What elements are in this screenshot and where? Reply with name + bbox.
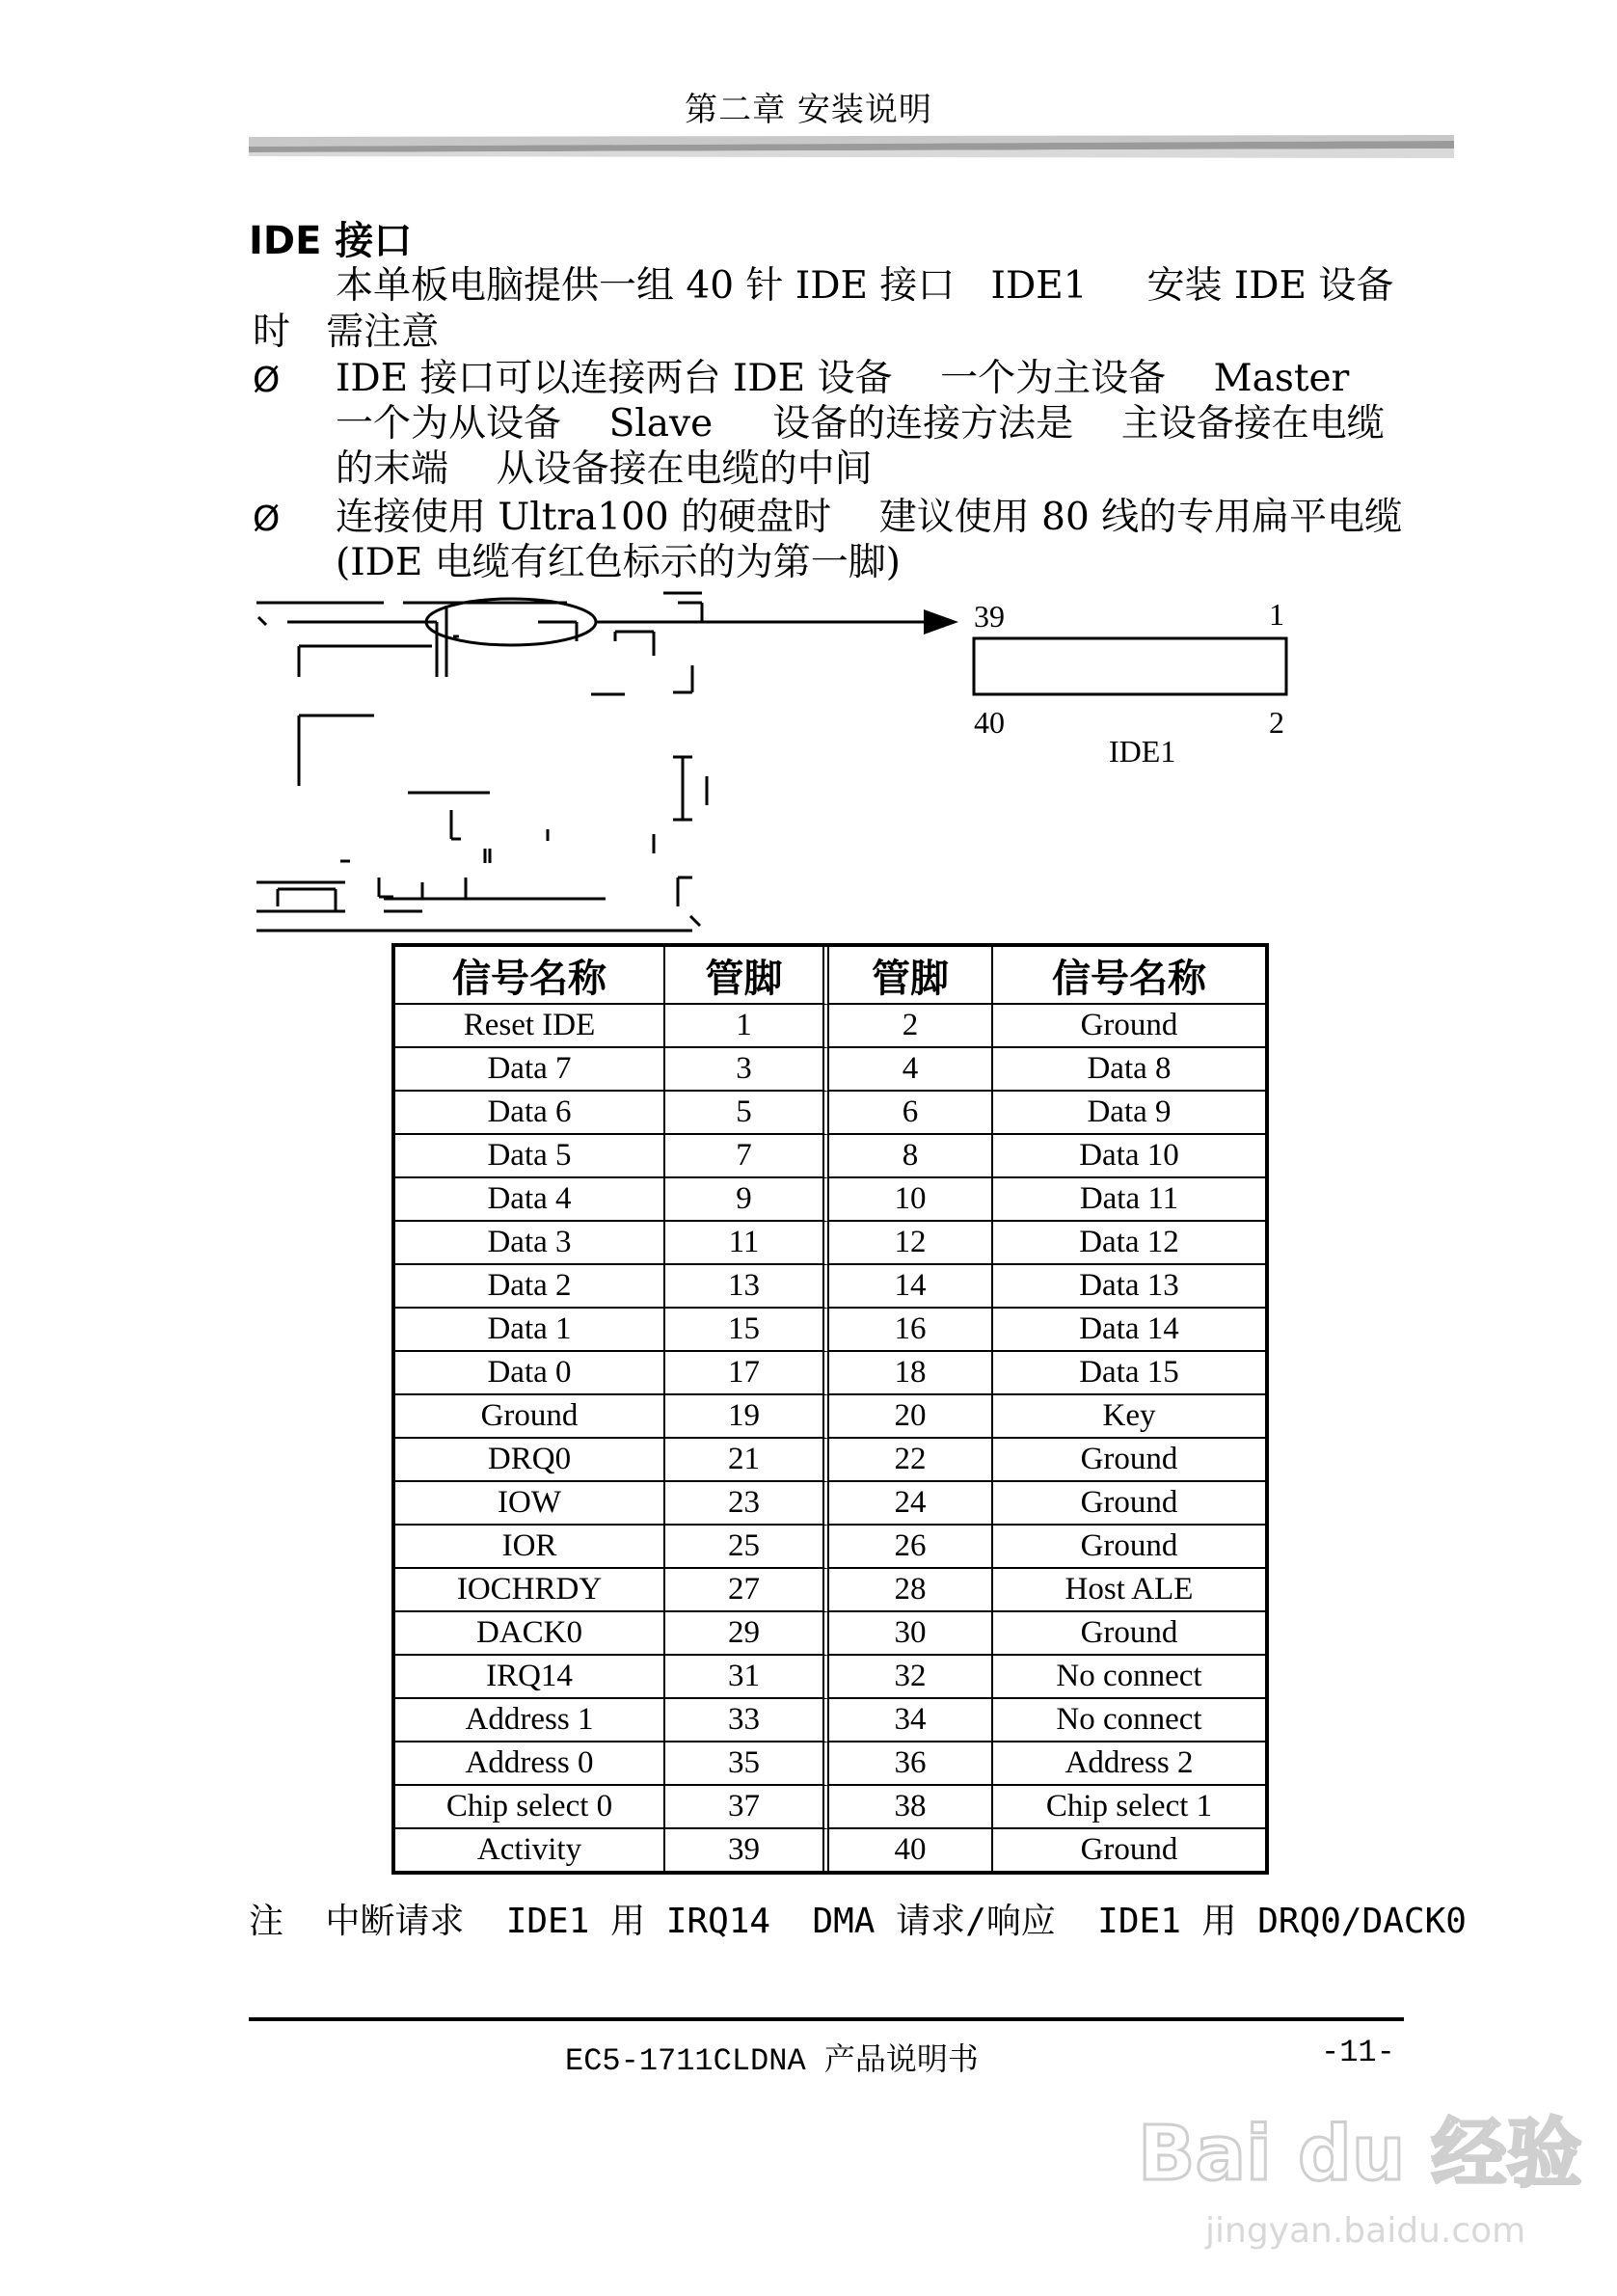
cell-pin-left: 35 xyxy=(665,1742,829,1786)
cell-pin-right: 2 xyxy=(829,1005,993,1048)
cell-pin-right: 28 xyxy=(829,1569,993,1612)
cell-pin-right: 6 xyxy=(829,1092,993,1135)
header-pin-right: 管脚 xyxy=(829,947,993,1005)
table-row xyxy=(395,1048,1265,1092)
cell-pin-left: 37 xyxy=(665,1786,829,1829)
cell-signal-right: Key xyxy=(993,1395,1265,1439)
bullet-2-line-1: 连接使用 Ultra100 的硬盘时 建议使用 80 线的专用扁平电缆 xyxy=(336,496,1403,539)
table-row xyxy=(395,1656,1265,1699)
ide-pin-table xyxy=(391,943,1269,1875)
cell-pin-right: 12 xyxy=(829,1222,993,1265)
intro-line-2: 时 需注意 xyxy=(253,311,440,354)
cell-signal-right: Ground xyxy=(1080,1832,1178,1867)
cell-signal-left: IOW xyxy=(395,1482,665,1526)
connector-label: IDE1 xyxy=(1109,734,1176,769)
connector-pin-2: 2 xyxy=(1269,705,1284,740)
table-row xyxy=(395,1612,1265,1656)
cell-pin-right: 10 xyxy=(829,1178,993,1222)
table-row xyxy=(395,1178,1265,1222)
cell-signal-left: Data 2 xyxy=(395,1265,665,1309)
cell-signal-left: DACK0 xyxy=(395,1612,665,1656)
connector-pin-39: 39 xyxy=(974,599,1005,634)
cell-signal-right: Ground xyxy=(993,1005,1265,1048)
cell-pin-right: 40 xyxy=(829,1829,993,1871)
cell-signal-right: Ground xyxy=(993,1439,1265,1482)
cell-signal-right: Data 13 xyxy=(993,1265,1265,1309)
baidu-watermark xyxy=(1138,2064,1582,2256)
cell-signal-left: Data 0 xyxy=(395,1352,665,1395)
page-number: -11- xyxy=(1321,2035,1395,2070)
cell-pin-right: 22 xyxy=(829,1439,993,1482)
table-row xyxy=(395,1699,1265,1742)
cell-signal-left: Address 0 xyxy=(395,1742,665,1786)
bullet-1-line-1: IDE 接口可以连接两台 IDE 设备 一个为主设备 Master xyxy=(336,357,1350,400)
bullet-symbol-1: Ø xyxy=(253,361,281,400)
cell-signal-right: No connect xyxy=(993,1699,1265,1742)
cell-pin-left: 15 xyxy=(665,1309,829,1352)
cell-signal-right: Data 11 xyxy=(993,1178,1265,1222)
cell-pin-left: 1 xyxy=(665,1005,829,1048)
cell-signal-right: Host ALE xyxy=(993,1569,1265,1612)
cell-signal-right: Address 2 xyxy=(993,1742,1265,1786)
cell-signal-left: DRQ0 xyxy=(395,1439,665,1482)
cell-pin-left: 39 xyxy=(665,1829,829,1871)
board-layout-diagram xyxy=(249,588,1309,935)
cell-pin-left: 9 xyxy=(665,1178,829,1222)
cell-pin-right: 20 xyxy=(829,1395,993,1439)
cell-signal-right: Ground xyxy=(993,1526,1265,1569)
cell-signal-left: IOCHRDY xyxy=(395,1569,665,1612)
cell-pin-right: 18 xyxy=(829,1352,993,1395)
cell-signal-right: Ground xyxy=(993,1612,1265,1656)
cell-pin-left: 3 xyxy=(665,1048,829,1092)
cell-pin-right: 36 xyxy=(829,1742,993,1786)
ide1-connector-box xyxy=(974,638,1286,694)
cell-pin-left: 17 xyxy=(665,1352,829,1395)
cell-signal-left: Data 5 xyxy=(395,1135,665,1178)
bullet-2-line-2: (IDE 电缆有红色标示的为第一脚) xyxy=(336,541,901,584)
bullet-symbol-2: Ø xyxy=(253,500,281,539)
watermark-brand: Bai du 经验 xyxy=(1138,2111,1582,2198)
section-title: IDE 接口 xyxy=(249,219,413,263)
bullet-1-line-3: 的末端 从设备接在电缆的中间 xyxy=(336,447,873,491)
cell-pin-left: 31 xyxy=(665,1656,829,1699)
cell-pin-right: 24 xyxy=(829,1482,993,1526)
cell-pin-right: 34 xyxy=(829,1699,993,1742)
cell-pin-left: 13 xyxy=(665,1265,829,1309)
table-header-row xyxy=(395,947,1265,1005)
connector-pin-1: 1 xyxy=(1269,597,1284,632)
table-row xyxy=(395,1482,1265,1526)
page-header-title: 第二章 安装说明 xyxy=(685,91,932,129)
cell-signal-right: Chip select 1 xyxy=(993,1786,1265,1829)
table-row xyxy=(395,1526,1265,1569)
cell-signal-right: Data 15 xyxy=(993,1352,1265,1395)
cell-pin-right: 38 xyxy=(829,1786,993,1829)
cell-pin-left: 33 xyxy=(665,1699,829,1742)
table-row xyxy=(395,1135,1265,1178)
cell-pin-left: 25 xyxy=(665,1526,829,1569)
cell-signal-left: Data 6 xyxy=(395,1092,665,1135)
header-rule xyxy=(249,135,1454,160)
cell-pin-left: 5 xyxy=(665,1092,829,1135)
cell-signal-left: Address 1 xyxy=(395,1699,665,1742)
table-row xyxy=(395,1005,1265,1048)
cell-signal-left: IOR xyxy=(395,1526,665,1569)
cell-pin-left: 7 xyxy=(665,1135,829,1178)
cell-pin-right: 26 xyxy=(829,1526,993,1569)
table-row xyxy=(395,1222,1265,1265)
table-row xyxy=(395,1352,1265,1395)
cell-signal-left: Data 1 xyxy=(395,1309,665,1352)
header-signal-name-left: 信号名称 xyxy=(395,947,665,1005)
header-pin-left: 管脚 xyxy=(665,947,829,1005)
connector-pin-40: 40 xyxy=(974,705,1005,740)
cell-pin-right: 8 xyxy=(829,1135,993,1178)
table-row xyxy=(395,1092,1265,1135)
header-signal-name-right: 信号名称 xyxy=(993,947,1265,1005)
cell-pin-left: 29 xyxy=(665,1612,829,1656)
callout-arrowhead xyxy=(924,609,958,635)
cell-signal-left: Chip select 0 xyxy=(395,1786,665,1829)
cell-signal-right: Data 8 xyxy=(993,1048,1265,1092)
cell-pin-right: 14 xyxy=(829,1265,993,1309)
cell-pin-left: 27 xyxy=(665,1569,829,1612)
table-row xyxy=(395,1309,1265,1352)
table-row xyxy=(395,1829,1265,1871)
cell-pin-right: 30 xyxy=(829,1612,993,1656)
table-row xyxy=(395,1786,1265,1829)
cell-pin-right: 32 xyxy=(829,1656,993,1699)
cell-signal-left: IRQ14 xyxy=(395,1656,665,1699)
cell-signal-right: Data 9 xyxy=(993,1092,1265,1135)
interrupt-note: 注 中断请求 IDE1 用 IRQ14 DMA 请求/响应 IDE1 用 DRQ0/DACK0 xyxy=(249,1902,1467,1941)
cell-signal-left: Data 3 xyxy=(395,1222,665,1265)
footer-rule xyxy=(249,2017,1404,2021)
cell-pin-left: 19 xyxy=(665,1395,829,1439)
cell-signal-right: Data 10 xyxy=(993,1135,1265,1178)
intro-line-1: 本单板电脑提供一组 40 针 IDE 接口 IDE1 安装 IDE 设备 xyxy=(336,264,1394,308)
cell-signal-right: No connect xyxy=(993,1656,1265,1699)
cell-signal-left: Ground xyxy=(395,1395,665,1439)
cell-pin-left: 21 xyxy=(665,1439,829,1482)
table-row xyxy=(395,1395,1265,1439)
cell-pin-right: 4 xyxy=(829,1048,993,1092)
cell-signal-left: Activity xyxy=(395,1829,665,1871)
cell-signal-right: Ground xyxy=(993,1482,1265,1526)
table-row xyxy=(395,1439,1265,1482)
footer-manual-title: EC5-1711CLDNA 产品说明书 xyxy=(565,2043,979,2079)
cell-signal-left: Reset IDE xyxy=(395,1005,665,1048)
cell-signal-right: Data 12 xyxy=(993,1222,1265,1265)
table-row xyxy=(395,1569,1265,1612)
watermark-url: jingyan.baidu.com xyxy=(1205,2211,1526,2251)
cell-signal-left: Data 4 xyxy=(395,1178,665,1222)
cell-signal-left: Data 7 xyxy=(395,1048,665,1092)
cell-signal-right: Data 14 xyxy=(993,1309,1265,1352)
cell-pin-left: 23 xyxy=(665,1482,829,1526)
table-row xyxy=(395,1742,1265,1786)
bullet-1-line-2: 一个为从设备 Slave 设备的连接方法是 主设备接在电缆 xyxy=(336,402,1385,446)
cell-pin-right: 16 xyxy=(829,1309,993,1352)
table-row xyxy=(395,1265,1265,1309)
cell-pin-left: 11 xyxy=(665,1222,829,1265)
